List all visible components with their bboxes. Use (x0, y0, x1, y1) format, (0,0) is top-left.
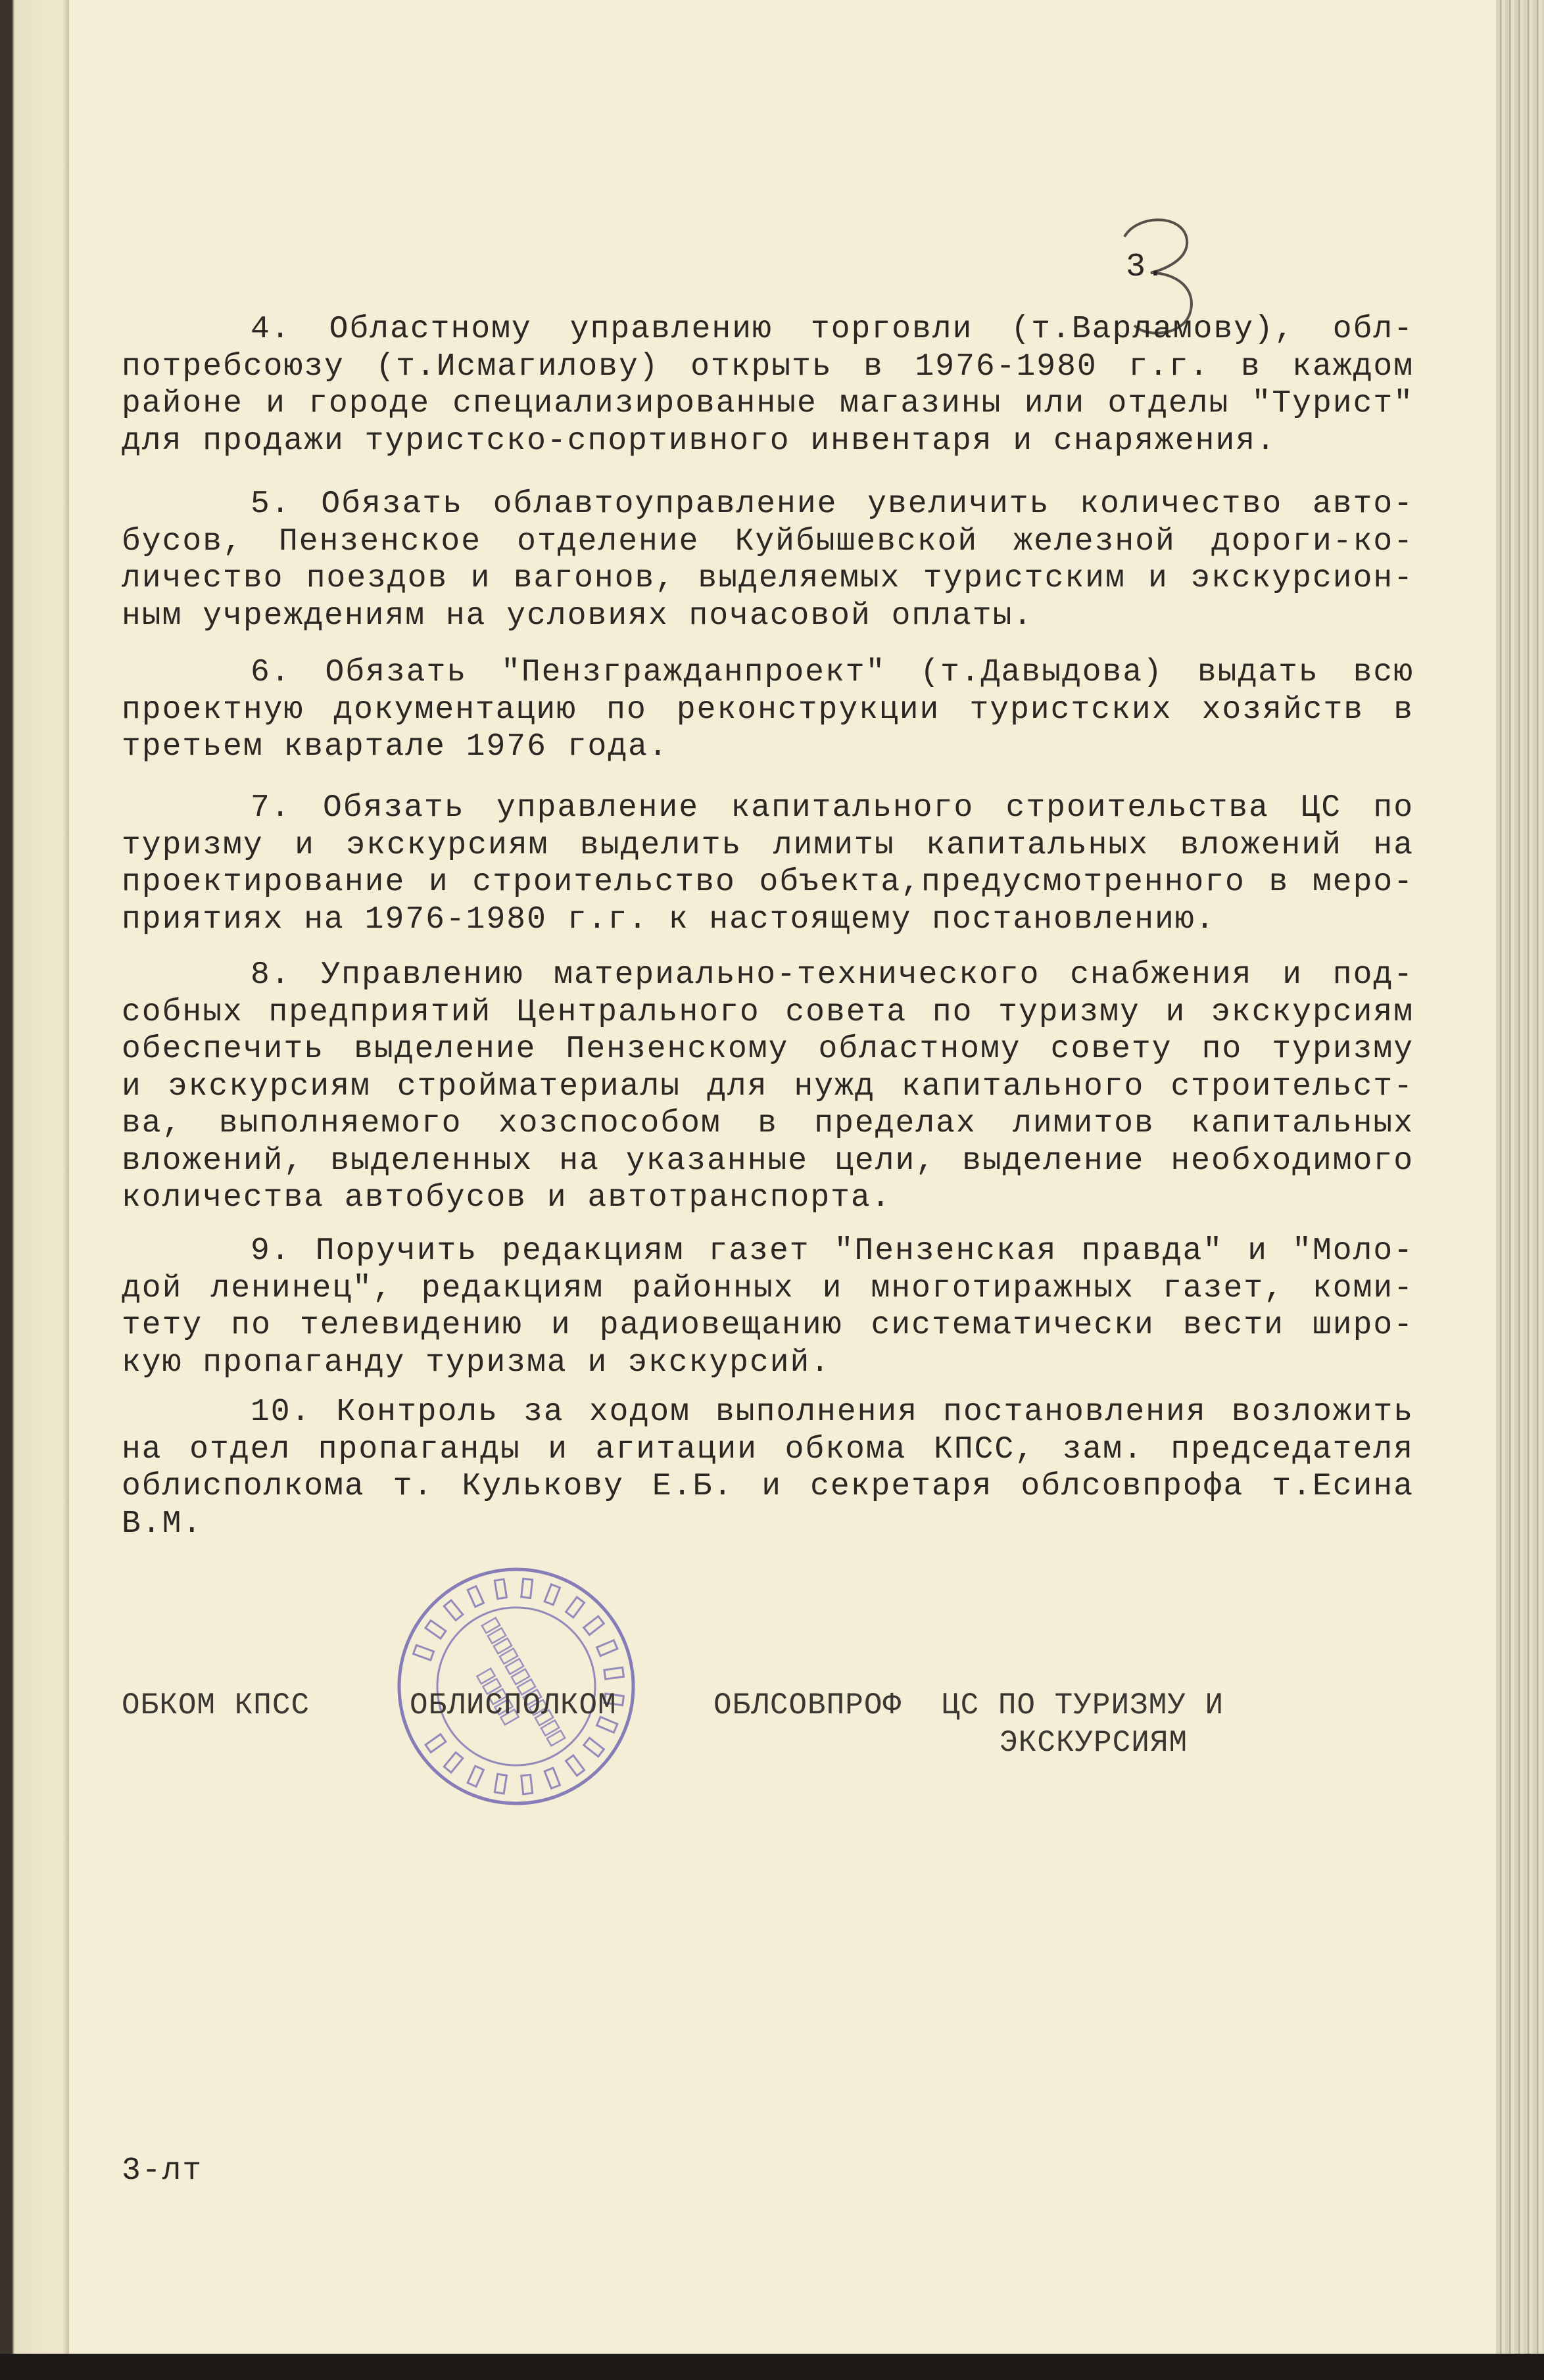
stamp-letter-mark (584, 1738, 604, 1756)
text-line: 6. Обязать "Пензгражданпроект" (т.Давыдова) выдать всю (251, 655, 1414, 690)
text-line: 4. Областному управлению торговли (т.Варламову), обл- (251, 312, 1414, 347)
text-line: облисполкома т. Кулькову Е.Б. и секретаря облсовпрофа т.Есина (122, 1469, 1414, 1504)
page-number: 3. (1126, 249, 1166, 286)
signature-cs-line1: ЦС ПО ТУРИЗМУ И (942, 1688, 1224, 1723)
signature-obkom: ОБКОМ КПСС (122, 1688, 310, 1723)
stamp-letter-mark (604, 1667, 624, 1679)
stamp-letter-mark (413, 1645, 433, 1660)
paragraph-5 (122, 486, 1414, 634)
stamp-letter-mark (425, 1734, 446, 1753)
text-line: В.М. (122, 1506, 203, 1542)
text-line: проектную документацию по реконструкции туристских хозяйств в (122, 692, 1414, 728)
text-line: тету по телевидению и радиовещанию систематически вести широ- (122, 1308, 1414, 1343)
stamp-letter-mark (495, 1579, 506, 1599)
text-line: и экскурсиям стройматериалы для нужд капитального строительст- (122, 1068, 1414, 1105)
page-stack-edges (1496, 0, 1544, 2354)
paragraph-10 (122, 1394, 1414, 1542)
paragraph-7 (122, 790, 1414, 938)
text-line: дой ленинец", редакциям районных и многотиражных газет, коми- (122, 1270, 1414, 1306)
stamp-letter-mark (566, 1755, 585, 1776)
paragraph-9 (122, 1233, 1414, 1381)
stamp-letter-mark (521, 1579, 533, 1598)
signature-oblispolkom: ОБЛИСПОЛКОМ (410, 1688, 617, 1723)
adjacent-page-edge (0, 0, 69, 2354)
stamp-letter-mark (521, 1774, 533, 1794)
text-line: 8. Управлению материально-технического снабжения и под- (251, 957, 1414, 993)
paragraph-6 (122, 654, 1414, 766)
text-line: кую пропаганду туризма и экскурсий. (122, 1345, 831, 1381)
signature-oblsovprof: ОБЛСОВПРОФ (713, 1688, 902, 1723)
text-line: проектирование и строительство объекта,предусмотренного в меро- (122, 865, 1414, 900)
text-line: 9. Поручить редакциям газет "Пензенская правда" и "Моло- (251, 1233, 1414, 1269)
text-line: ва, выполняемого хозспособом в пределах лимитов капитальных (122, 1106, 1414, 1141)
stamp-letter-mark (544, 1584, 560, 1605)
text-line: количества автобусов и автотранспорта. (122, 1180, 892, 1216)
text-line: 10. Контроль за ходом выполнения постановления возложить (251, 1394, 1414, 1430)
text-line: третьем квартале 1976 года. (122, 729, 669, 765)
stamp-letter-mark (566, 1597, 585, 1617)
text-line: приятиях на 1976-1980 г.г. к настоящему постановлению. (122, 901, 1216, 938)
text-line: личество поездов и вагонов, выделяемых туристским и экскурсион- (122, 561, 1414, 596)
text-line: собных предприятий Центрального совета по туризму и экскурсиям (122, 994, 1414, 1030)
stamp-letter-mark (584, 1616, 604, 1634)
text-line: 7. Обязать управление капитального строительства ЦС по (251, 790, 1414, 826)
signature-cs-line2: ЭКСКУРСИЯМ (1000, 1726, 1188, 1760)
text-line: бусов, Пензенское отделение Куйбышевской железной дороги-ко- (122, 523, 1414, 559)
text-line: районе и городе специализированные магазины или отделы "Турист" (122, 386, 1414, 421)
scan-background (0, 2354, 1544, 2380)
stamp-letter-mark (444, 1752, 463, 1773)
stamp-letter-mark (425, 1621, 446, 1639)
stamp-letter-mark (444, 1600, 463, 1621)
stamp-letter-mark (468, 1586, 483, 1607)
text-line: для продажи туристско-спортивного инвентаря и снаряжения. (122, 423, 1276, 459)
text-line: ным учреждениям на условиях почасовой оплаты. (122, 598, 1034, 634)
paragraph-4 (122, 311, 1414, 460)
paragraph-8 (122, 957, 1414, 1217)
stamp-letter-mark (495, 1774, 506, 1794)
official-stamp (391, 1561, 641, 1811)
text-line: потребсоюзу (т.Исмагилову) открыть в 1976-1980 г.г. в каждом (122, 348, 1414, 385)
stamp-letter-mark (544, 1768, 560, 1788)
stamp-letter-mark (468, 1766, 483, 1786)
text-line: туризму и экскурсиям выделить лимиты капитальных вложений на (122, 827, 1414, 863)
footer-code: 3-лт (122, 2153, 203, 2189)
text-line: на отдел пропаганды и агитации обкома КПСС, зам. председателя (122, 1431, 1414, 1467)
text-line: вложений, выделенных на указанные цели, выделение необходимого (122, 1143, 1414, 1179)
stamp-letter-mark (597, 1640, 617, 1656)
text-line: 5. Обязать облавтоуправление увеличить количество авто- (251, 487, 1414, 522)
text-line: обеспечить выделение Пензенскому областному совету по туризму (122, 1032, 1414, 1067)
